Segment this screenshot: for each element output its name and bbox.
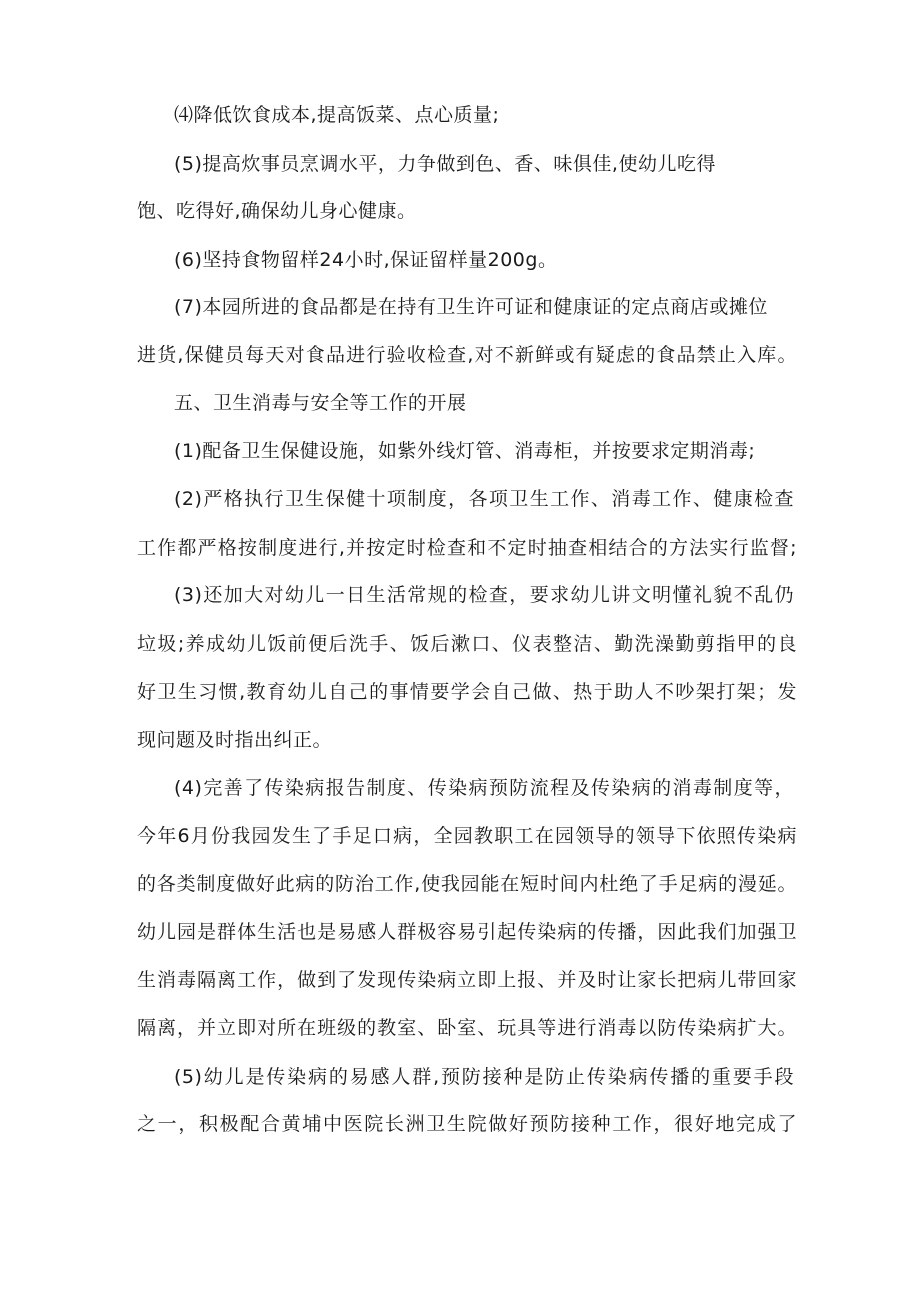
text-line: (6)坚持食物留样24小时,保证留样量200g。 [174, 249, 558, 271]
text-line: 现问题及时指出纠正。 [137, 729, 333, 751]
text-line: (7)本园所进的食品都是在持有卫生许可证和健康证的定点商店或摊位 [174, 296, 768, 318]
text-line: (2)严格执行卫生保健十项制度，各项卫生工作、消毒工作、健康检查 [174, 488, 794, 510]
text-line: 的各类制度做好此病的防治工作,使我园能在短时间内杜绝了手足病的漫延。 [137, 873, 797, 895]
text-line: (5)提高炊事员烹调水平，力争做到色、香、味俱佳,使幼儿吃得 [174, 153, 716, 175]
text-line: 工作都严格按制度进行,并按定时检查和不定时抽查相结合的方法实行监督; [137, 537, 797, 559]
text-line: 隔离，并立即对所在班级的教室、卧室、玩具等进行消毒以防传染病扩大。 [137, 1017, 797, 1039]
section-heading: 五、卫生消毒与安全等工作的开展 [174, 392, 467, 414]
text-line: (4)完善了传染病报告制度、传染病预防流程及传染病的消毒制度等， [174, 777, 794, 799]
text-line: 之一，积极配合黄埔中医院长洲卫生院做好预防接种工作，很好地完成了 [137, 1113, 797, 1135]
text-line: 生消毒隔离工作，做到了发现传染病立即上报、并及时让家长把病儿带回家 [137, 969, 797, 991]
text-line: 进货,保健员每天对食品进行验收检查,对不新鲜或有疑虑的食品禁止入库。 [137, 344, 797, 366]
text-line: (5)幼儿是传染病的易感人群,预防接种是防止传染病传播的重要手段 [174, 1066, 794, 1088]
text-line: 垃圾;养成幼儿饭前便后洗手、饭后漱口、仪表整洁、勤洗澡勤剪指甲的良 [137, 633, 797, 655]
text-line: (1)配备卫生保健设施，如紫外线灯管、消毒柜，并按要求定期消毒; [174, 440, 756, 462]
text-line: 幼儿园是群体生活也是易感人群极容易引起传染病的传播，因此我们加强卫 [137, 921, 797, 943]
text-line: (3)还加大对幼儿一日生活常规的检查，要求幼儿讲文明懂礼貌不乱仍 [174, 584, 794, 606]
text-line: ⑷降低饮食成本,提高饭菜、点心质量; [174, 104, 500, 126]
text-line: 饱、吃得好,确保幼儿身心健康。 [137, 200, 417, 222]
text-line: 好卫生习惯,教育幼儿自己的事情要学会自己做、热于助人不吵架打架；发 [137, 681, 797, 703]
text-line: 今年6月份我园发生了手足口病，全园教职工在园领导的领导下依照传染病 [137, 825, 797, 847]
